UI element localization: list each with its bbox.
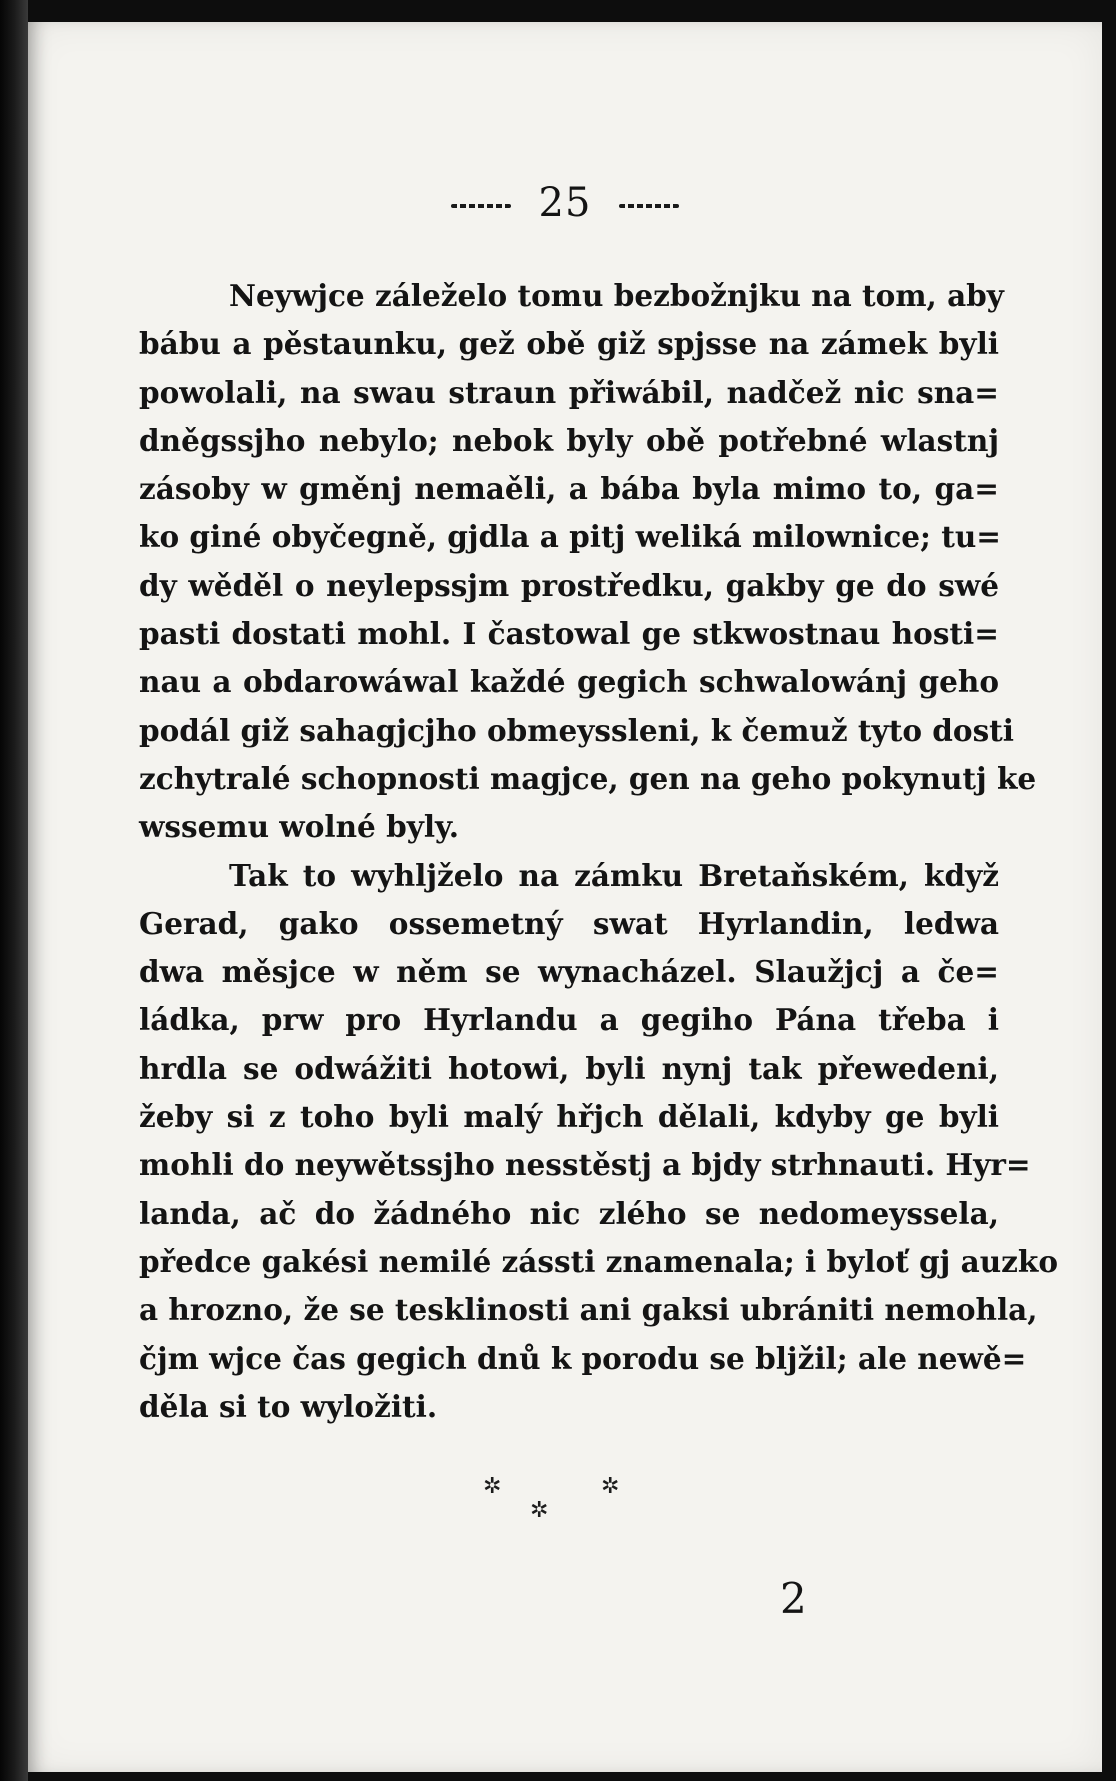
text-line: podál giž sahagjcjho obmeyssleni, k čemuž tyto dosti bbox=[139, 712, 1015, 748]
text-line: pasti dostati mohl. I častowal ge stkwostnau hosti= bbox=[139, 616, 999, 652]
text-line: dwa měsjce w něm se wynacházel. Slaužjcj a če= bbox=[139, 954, 999, 990]
text-line: čjm wjce čas gegich dnů k porodu se bljžil; ale newě= bbox=[139, 1340, 1027, 1376]
text-line: powolali, na swau straun přiwábil, nadčež nic sna= bbox=[139, 374, 999, 410]
page-edge-shadow bbox=[0, 0, 28, 1781]
header-ornament-left bbox=[451, 204, 511, 208]
ornament-star-icon: ✲ bbox=[483, 1474, 502, 1499]
page-number: 25 bbox=[538, 180, 592, 226]
text-line: Neywjce záleželo tomu bezbožnjku na tom, aby bbox=[229, 278, 1004, 313]
text-line: zchytralé schopnosti magjce, gen na geho pokynutj ke bbox=[139, 760, 1037, 796]
text-line: dy wěděl o neylepssjm prostředku, gakby ge do swé bbox=[139, 567, 999, 603]
text-line: dněgssjho nebylo; nebok byly obě potřebné wlastnj bbox=[139, 422, 999, 458]
text-line: nau a obdarowáwal každé gegich schwalowánj geho bbox=[139, 664, 999, 700]
page-header bbox=[28, 180, 1102, 226]
text-line: ládka, prw pro Hyrlandu a gegiho Pána třeba i bbox=[139, 1002, 999, 1038]
text-line: landa, ač do žádného nic zlého se nedomeyssela, bbox=[139, 1195, 999, 1231]
text-line: Gerad, gako ossemetný swat Hyrlandin, ledwa bbox=[139, 905, 999, 941]
ornament-star-icon: ✲ bbox=[530, 1498, 549, 1523]
text-line: bábu a pěstaunku, gež obě giž spjsse na zámek byli bbox=[139, 326, 999, 362]
book-page bbox=[28, 22, 1102, 1772]
text-line: zásoby w gměnj nemaěli, a bába byla mimo to, ga= bbox=[139, 471, 999, 507]
text-line: Tak to wyhljželo na zámku Bretaňském, když bbox=[229, 857, 999, 893]
text-line: děla si to wyložiti. bbox=[139, 1388, 438, 1424]
gathering-signature: 2 bbox=[780, 1574, 807, 1623]
body-text bbox=[139, 272, 1059, 1431]
text-line: ko giné obyčegně, gjdla a pitj weliká milownice; tu= bbox=[139, 519, 1002, 555]
text-line: wssemu wolné byly. bbox=[139, 809, 460, 845]
text-line: žeby si z toho byli malý hřjch dělali, kdyby ge byli bbox=[139, 1099, 999, 1135]
header-ornament-right bbox=[619, 204, 679, 208]
text-line: předce gakési nemilé zássti znamenala; i byloť gj auzko bbox=[139, 1243, 1059, 1279]
text-line: mohli do neywětssjho nesstěstj a bjdy strhnauti. Hyr= bbox=[139, 1147, 1031, 1183]
text-line: hrdla se odwážiti hotowi, byli nynj tak přewedeni, bbox=[139, 1050, 999, 1086]
text-line: a hrozno, že se tesklinosti ani gaksi ubrániti nemohla, bbox=[139, 1292, 1038, 1328]
ornament-star-icon: ✲ bbox=[601, 1474, 620, 1499]
